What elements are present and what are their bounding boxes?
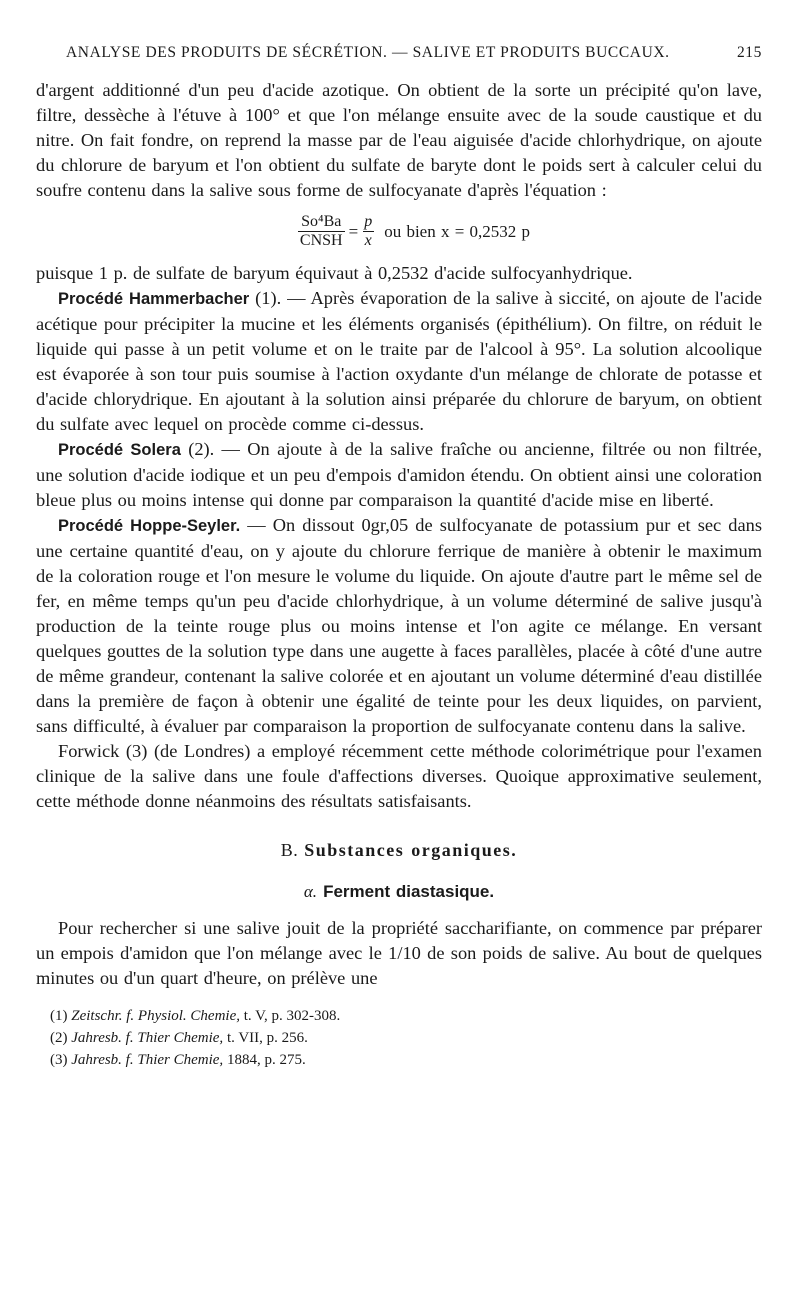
fraction-numerator: So⁴Ba	[301, 212, 342, 230]
footnote-number: (2)	[50, 1030, 68, 1046]
footnote-reference: 1884, p. 275.	[223, 1052, 306, 1068]
running-header	[66, 44, 762, 62]
procedure-name: Procédé Solera	[58, 441, 181, 459]
page-number: 215	[736, 44, 762, 61]
footnote	[50, 1049, 762, 1071]
procedure-text: — On dissout 0gr,05 de sulfocyanate de potassium pur et sec dans une certaine quantité d'eau, on y ajoute du chlorure ferrique de manière à obtenir le maximum de la coloration rouge et l'on mesure le volume du liquide. On ajoute d'autre part le même sel de fer, en même temps qu'un peu d'acide chlorhydrique, à un volume déterminé de salive jusqu'à production de la teinte rouge plus ou moins intense et l'on agite ce mélange. En versant quelques gouttes de la solution type dans une augette à faces parallèles, placée à côté d'une autre de même grandeur, contenant la salive colorée et en ajoutant un volume déterminé d'eau distillée dans la première de façon à obtenir une égalité de teinte pour les deux liquides, on parvient, sans difficulté, à évaluer par comparaison la proportion de sulfocyanate contenu dans la salive.	[36, 515, 762, 736]
fraction-right	[362, 213, 374, 250]
procedure-name: Procédé Hoppe-Seyler.	[58, 517, 241, 535]
paragraph-2: puisque 1 p. de sulfate de baryum équivaut à 0,2532 d'acide sulfocyanhydrique.	[36, 263, 633, 283]
procedure-name: Procédé Hammerbacher	[58, 290, 250, 308]
running-title: ANALYSE DES PRODUITS DE SÉCRÉTION. — SALIVE ET PRODUITS BUCCAUX.	[66, 44, 670, 61]
section-heading	[36, 838, 762, 863]
footnote	[50, 1027, 762, 1049]
equation-alternative: ou bien x = 0,2532 p	[384, 221, 531, 241]
footnote-reference: t. V, p. 302-308.	[240, 1008, 341, 1024]
subsection-title: Ferment diastasique.	[323, 882, 495, 901]
paragraph-diastasique: Pour rechercher si une salive jouit de la propriété saccharifiante, on commence par préparer un empois d'amidon que l'on mélange avec le 1/10 de son poids de salive. Au bout de quelques minutes ou d'un quart d'heure, on prélève une	[36, 918, 762, 988]
footnote-source: Jahresb. f. Thier Chemie,	[71, 1052, 224, 1068]
footnote-number: (3)	[50, 1052, 68, 1068]
section-letter: B.	[280, 840, 299, 860]
procedure-text: (1). — Après évaporation de la salive à siccité, on ajoute de l'acide acétique pour précipiter la mucine et les éléments organisés (épithélium). On filtre, on réduit le liquide qui passe à un petit volume et on le traite par de l'alcool à 95°. La solution alcoolique est évaporée à son tour puis soumise à l'action oxydante d'un mélange de chlorate de potasse et d'acide chlorydrique. En ajoutant à la solution ainsi préparée du chlorure de baryum, on obtient du sulfate avec lequel on procède comme ci-dessus.	[36, 288, 762, 434]
footnote-source: Jahresb. f. Thier Chemie,	[71, 1030, 224, 1046]
body-text	[36, 78, 762, 991]
fraction-left	[298, 213, 345, 250]
fraction-numerator: p	[364, 212, 373, 230]
fraction-denominator: x	[364, 231, 372, 249]
section-title: Substances organiques.	[304, 840, 518, 860]
paragraph-forwick: Forwick (3) (de Londres) a employé récemment cette méthode colorimétrique pour l'examen clinique de la salive dans une foule d'affections diverses. Quoique approximative seulement, cette méthode donne néanmoins des résultats satisfaisants.	[36, 741, 762, 811]
fraction-denominator: CNSH	[299, 231, 343, 249]
page	[36, 44, 762, 1071]
procedure-text: (2). — On ajoute à de la salive fraîche ou ancienne, filtrée ou non filtrée, une solution d'acide iodique et un peu d'empois d'amidon étendu. On obtient ainsi une coloration bleue plus ou moins intense qui donne par comparaison la quantité d'acide mise en liberté.	[36, 439, 762, 510]
equation	[36, 207, 762, 255]
footnote-source: Zeitschr. f. Physiol. Chemie,	[71, 1008, 240, 1024]
paragraph-solera	[36, 437, 762, 513]
footnote-number: (1)	[50, 1008, 68, 1024]
footnote-reference: t. VII, p. 256.	[223, 1030, 308, 1046]
footnote	[50, 1005, 762, 1027]
equals-sign: =	[348, 221, 359, 241]
paragraph-1: d'argent additionné d'un peu d'acide azotique. On obtient de la sorte un précipité qu'on lave, filtre, dessèche à l'étuve à 100° et que l'on mélange ensuite avec de la soude caustique et du nitre. On fait fondre, on reprend la masse par de l'eau aiguisée d'acide chlorhydrique, on ajoute du chlorure de baryum et l'on obtient du sulfate de baryte dont le poids sert à calculer celui du soufre contenu dans la salive sous forme de sulfocyanate d'après l'équation :	[36, 80, 762, 200]
paragraph-hoppe-seyler	[36, 513, 762, 739]
subsection-letter: α.	[303, 882, 318, 901]
footnotes	[36, 1005, 762, 1071]
subsection-heading	[36, 879, 762, 904]
paragraph-hammerbacher	[36, 286, 762, 437]
